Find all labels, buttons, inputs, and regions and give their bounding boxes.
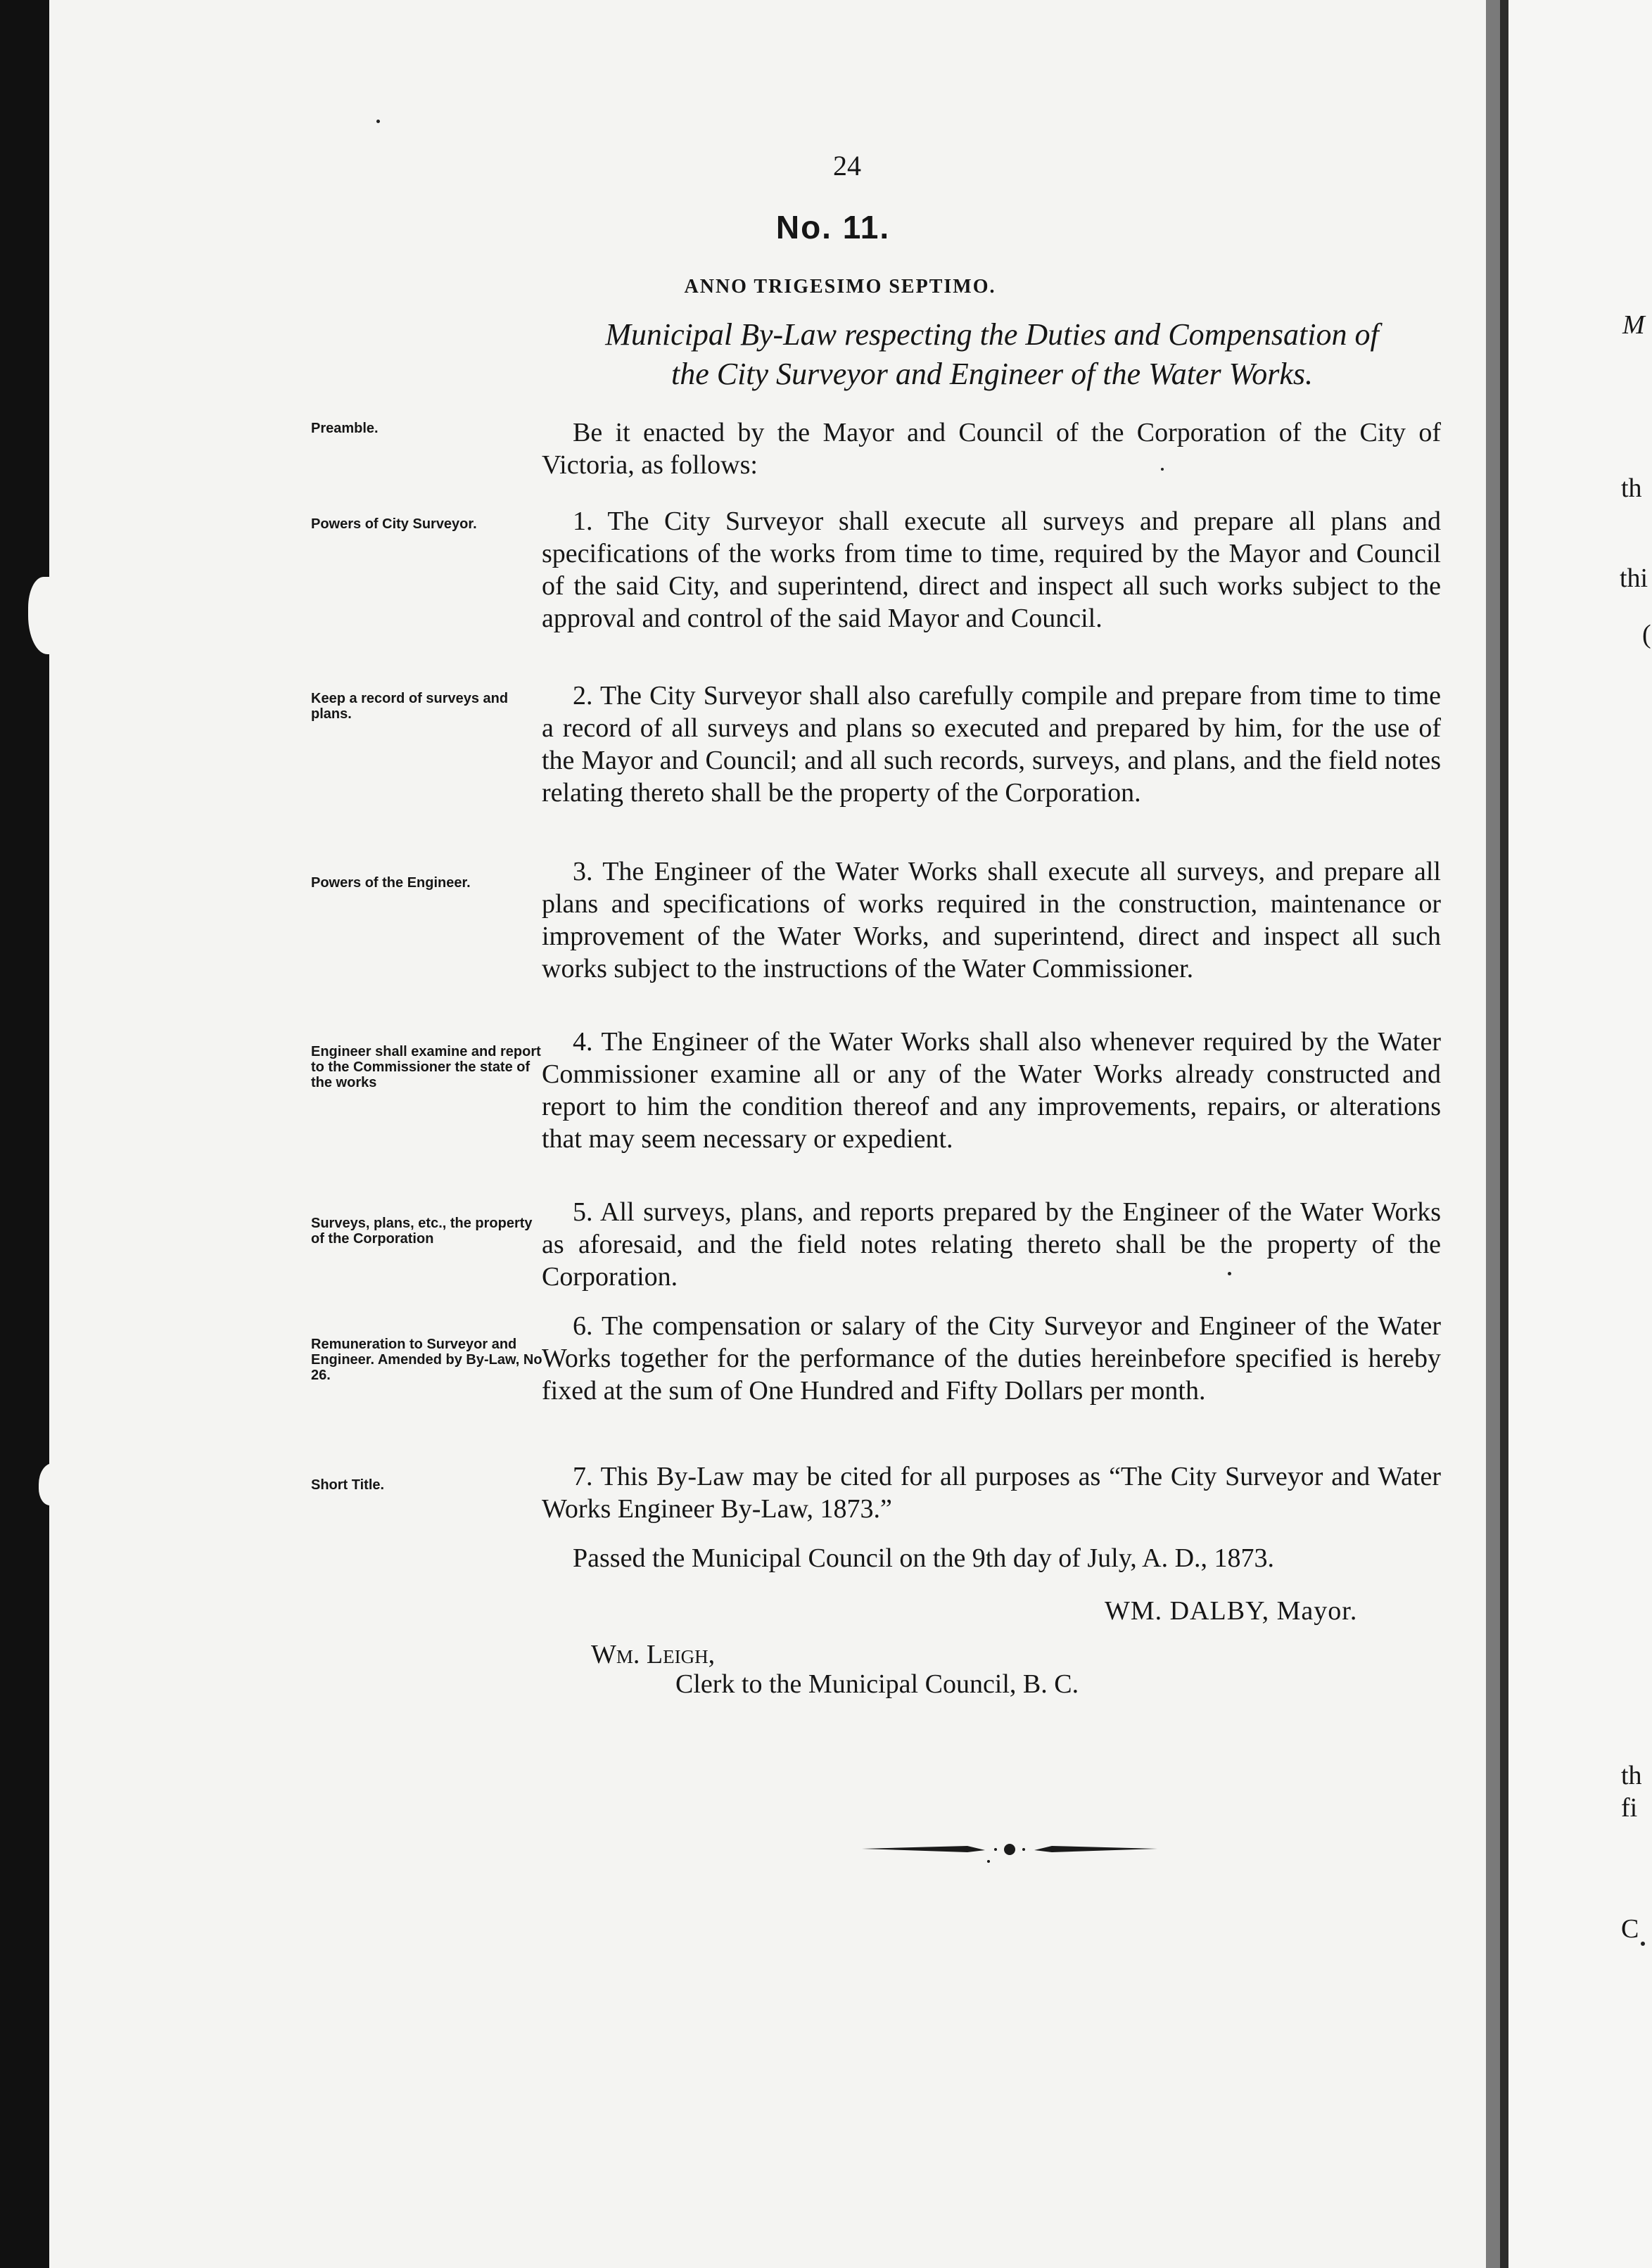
section-7-paragraph: 7. This By-Law may be cited for all purposes as “The City Surveyor and Water Works Engineer By-Law, 1873.” xyxy=(542,1462,1441,1524)
title-line: Municipal By-Law respecting the Duties and Compensation of xyxy=(605,317,1379,352)
page-number: 24 xyxy=(833,150,861,181)
scan-speck xyxy=(376,120,380,123)
adjacent-fragment: th xyxy=(1621,473,1642,503)
margin-note-section-3: Powers of the Engineer. xyxy=(311,875,471,891)
adjacent-fragment: C xyxy=(1621,1914,1639,1944)
margin-note-section-7: Short Title. xyxy=(311,1477,385,1493)
adjacent-fragment: th xyxy=(1621,1761,1642,1790)
title-line: the City Surveyor and Engineer of the Water Works. xyxy=(671,357,1314,391)
adjacent-fragment: fi xyxy=(1621,1793,1638,1823)
clerk-name: Wm. Leigh, xyxy=(591,1640,716,1669)
margin-note-section-6: Remuneration to Surveyor and Engineer. Amended by By-Law, No 26. xyxy=(311,1337,542,1383)
scan-left-edge xyxy=(0,0,67,2268)
adjacent-fragment: ( xyxy=(1642,620,1651,649)
book-gutter-shadow xyxy=(1500,0,1508,2268)
by-law-number: No. 11. xyxy=(775,209,891,246)
mayor-signature: WM. DALBY, Mayor. xyxy=(1105,1596,1358,1626)
preamble-paragraph: Be it enacted by the Mayor and Council of the Corporation of the City of Victoria, as follows: xyxy=(542,418,1441,480)
adjacent-fragment: thi xyxy=(1620,563,1648,593)
section-2-paragraph: 2. The City Surveyor shall also carefully compile and prepare from time to time a record of all surveys and plans so executed and prepared by him, for the use of the Mayor and Council; and all such records, surveys, and plans, and the field notes relating thereto shall be the property of the Corporation. xyxy=(542,681,1441,808)
scan-speck xyxy=(1161,468,1164,471)
session-heading: ANNO TRIGESIMO SEPTIMO. xyxy=(684,276,996,298)
passed-statement: Passed the Municipal Council on the 9th day of July, A. D., 1873. xyxy=(573,1543,1275,1573)
section-1-paragraph: 1. The City Surveyor shall execute all surveys and prepare all plans and specifications of the works from time to time, required by the Mayor and Council of the said City, and superintend, direct and inspect all such works subject to the approval and control of the said Mayor and Council. xyxy=(542,507,1441,633)
end-ornament-icon xyxy=(862,1829,1157,1871)
adjacent-fragment: M xyxy=(1622,310,1645,340)
section-3-paragraph: 3. The Engineer of the Water Works shall execute all surveys, and prepare all plans and specifications of works required in the construction, maintenance or improvement of the Water Works, and superintend, direct and inspect all such works subject to the instructions of the Water Commissioner. xyxy=(542,857,1441,983)
clerk-title: Clerk to the Municipal Council, B. C. xyxy=(675,1669,1079,1699)
by-law-title xyxy=(542,315,1442,394)
margin-note-preamble: Preamble. xyxy=(311,421,379,436)
margin-note-section-4: Engineer shall examine and report to the Commissioner the state of the works xyxy=(311,1044,541,1090)
section-4-paragraph: 4. The Engineer of the Water Works shall also whenever required by the Water Commissioner examine all or any of the Water Works already constructed and report to him the condition thereof and any improvements, repairs, or alterations that may seem necessary or expedient. xyxy=(542,1027,1441,1154)
scan-speck xyxy=(1228,1272,1231,1275)
scan-speck xyxy=(1641,1942,1645,1946)
margin-note-section-1: Powers of City Surveyor. xyxy=(311,516,477,532)
adjacent-page-edge xyxy=(1508,0,1652,2268)
margin-note-section-5: Surveys, plans, etc., the property of the Corporation xyxy=(311,1216,533,1247)
section-6-paragraph: 6. The compensation or salary of the City Surveyor and Engineer of the Water Works together for the performance of the duties hereinbefore specified is hereby fixed at the sum of One Hundred and Fifty Dollars per month. xyxy=(542,1311,1441,1406)
section-5-paragraph: 5. All surveys, plans, and reports prepared by the Engineer of the Water Works as aforesaid, and the field notes relating thereto shall be the property of the Corporation. xyxy=(542,1197,1441,1292)
margin-note-section-2: Keep a record of surveys and plans. xyxy=(311,691,509,722)
